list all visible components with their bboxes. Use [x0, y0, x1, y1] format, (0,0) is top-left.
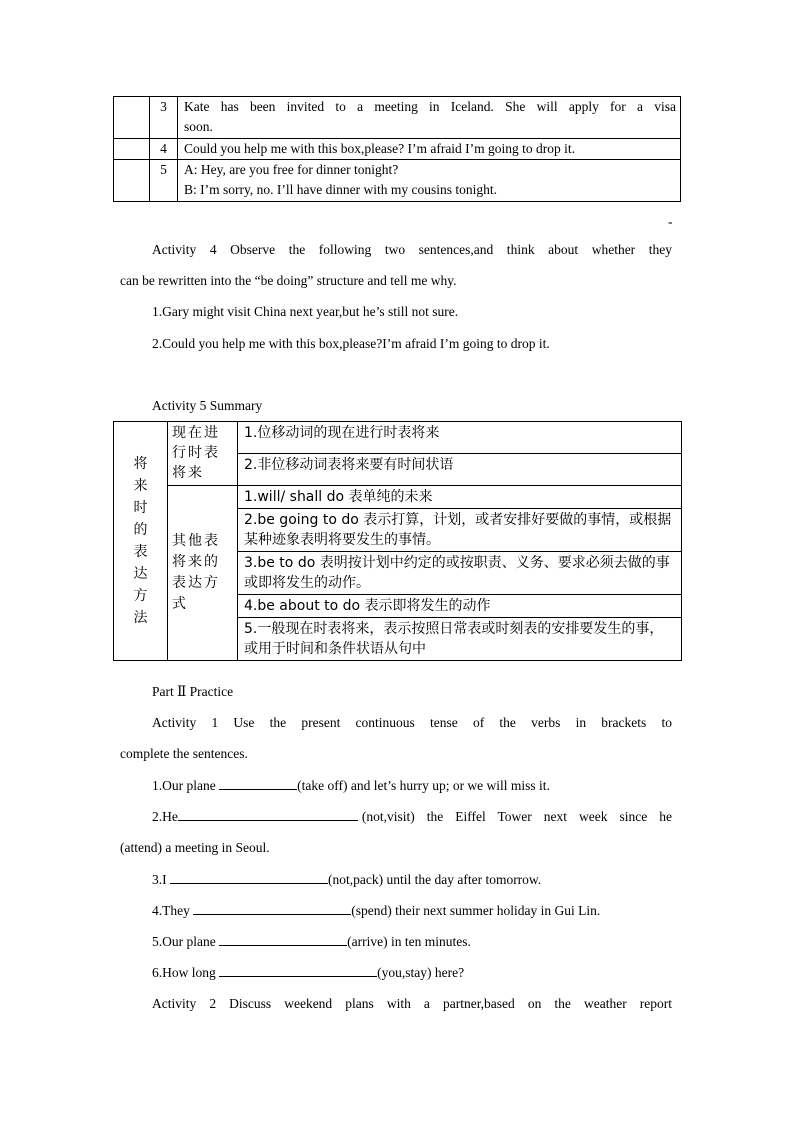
activity4-instruction-cont: can be rewritten into the “be doing” structure and tell me why. [120, 273, 457, 288]
row-number: 5 [150, 160, 178, 202]
answer-blank[interactable] [219, 775, 297, 790]
activity4-sentence-2: 2.Could you help me with this box,please?I’m afraid I’m going to drop it. [152, 336, 550, 351]
answer-blank[interactable] [170, 869, 328, 884]
row-number: 3 [150, 97, 178, 139]
summary-item: 1.位移动词的现在进行时表将来 [238, 422, 682, 454]
activity2-instruction: Activity 2 Discuss weekend plans with a partner,based on the weather report [152, 996, 672, 1011]
table-row [114, 97, 681, 139]
question-6: 6.How long (you,stay) here? [152, 962, 705, 983]
table-row [114, 139, 681, 160]
summary-item: 3.be to do 表明按计划中约定的或按职责、义务、要求必须去做的事或即将发生的动作。 [238, 552, 682, 595]
dash-mark: - [668, 214, 673, 229]
summary-item: 5.一般现在时表将来，表示按照日常表或时刻表的安排要发生的事，或用于时间和条件状语从句中 [238, 618, 682, 661]
row-number: 4 [150, 139, 178, 160]
activity4-instruction: Activity 4 Observe the following two sentences,and think about whether they [152, 242, 672, 257]
answer-blank[interactable] [178, 806, 358, 821]
answer-blank[interactable] [219, 931, 347, 946]
summary-category: 将来时的表达方法 [114, 422, 168, 661]
part2-title: Part Ⅱ Practice [152, 684, 234, 699]
question-5: 5.Our plane (arrive) in ten minutes. [152, 931, 705, 952]
sentence-text: Kate has been invited to a meeting in Iceland. She will apply for a visa [184, 99, 676, 114]
summary-table [113, 421, 682, 661]
table-row [114, 486, 682, 509]
activity1-instruction-cont: complete the sentences. [120, 746, 248, 761]
activity4-sentence-1: 1.Gary might visit China next year,but he’s still not sure. [152, 304, 459, 319]
question-4: 4.They (spend) their next summer holiday in Gui Lin. [152, 900, 705, 921]
question-2-cont: (attend) a meeting in Seoul. [120, 840, 270, 855]
summary-item: 2.be going to do 表示打算，计划，或者安排好要做的事情，或根据某种迹象表明将要发生的事情。 [238, 509, 682, 552]
answer-blank[interactable] [193, 900, 351, 915]
activity5-title: Activity 5 Summary [152, 398, 263, 413]
question-2: 2.He (not,visit) the Eiffel Tower next week since he [152, 806, 672, 827]
dialogue-line: B: I’m sorry, no. I’ll have dinner with my cousins tonight. [184, 182, 497, 197]
dialogue-line: A: Hey, are you free for dinner tonight? [184, 162, 399, 177]
question-3: 3.I (not,pack) until the day after tomorrow. [152, 869, 705, 890]
group-label-progressive: 现在进行时表将来 [168, 422, 238, 486]
sentence-text: Could you help me with this box,please? I’m afraid I’m going to drop it. [178, 139, 681, 160]
question-1: 1.Our plane (take off) and let’s hurry up; or we will miss it. [152, 775, 705, 796]
answer-blank[interactable] [219, 962, 377, 977]
summary-item: 1.will/ shall do 表单纯的未来 [238, 486, 682, 509]
example-sentences-table [113, 96, 681, 202]
group-label-other: 其他表将来的表达方式 [168, 486, 238, 661]
sentence-text: soon. [184, 119, 213, 134]
summary-item: 4.be about to do 表示即将发生的动作 [238, 595, 682, 618]
summary-item: 2.非位移动词表将来要有时间状语 [238, 454, 682, 486]
activity1-instruction: Activity 1 Use the present continuous tense of the verbs in brackets to [152, 715, 672, 730]
table-row [114, 160, 681, 202]
table-row [114, 422, 682, 454]
